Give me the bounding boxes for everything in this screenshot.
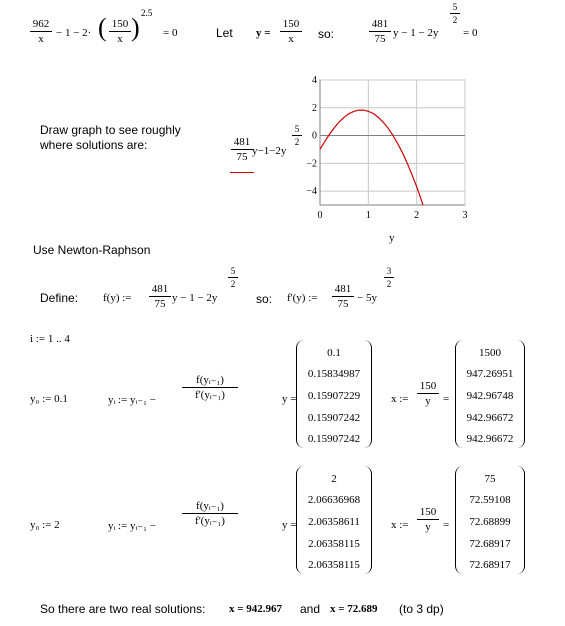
x-value: 942.96672 [466, 412, 514, 424]
f-lhs: f(y) := [103, 292, 132, 304]
section-heading: Use Newton-Raphson [33, 243, 151, 257]
y-value: 2.06636968 [307, 494, 361, 506]
minus-terms: − 1 − 2· [56, 27, 92, 39]
graph-prompt-line2: where solutions are: [40, 138, 148, 152]
denominator: 75 [236, 151, 248, 163]
denominator: f'(yᵢ₋₁) [195, 515, 225, 527]
x-lhs-2: x := [391, 519, 409, 531]
denominator: f'(yᵢ₋₁) [195, 389, 225, 401]
x-lhs-1: x := [391, 393, 409, 405]
y-tick-label: 2 [312, 102, 317, 114]
open-paren: ( [98, 13, 107, 42]
frac-481-over-75 [369, 18, 391, 45]
numerator: 481 [233, 136, 251, 148]
y-tick-label: 4 [312, 76, 317, 86]
fprime-lhs: f'(y) := [287, 292, 318, 304]
y-value: 2.06358115 [308, 538, 360, 550]
recurrence-lhs-1: yᵢ := yᵢ₋₁ − [108, 394, 156, 406]
denominator: x [117, 33, 123, 45]
denominator: 2 [386, 279, 392, 289]
solution-1: x = 942.967 [229, 603, 283, 615]
x-frac-2 [417, 506, 439, 533]
x-value: 942.96672 [466, 433, 514, 445]
x-value: 72.59108 [469, 494, 511, 506]
y-value: 0.1 [327, 347, 341, 359]
x-value: 72.68899 [469, 516, 511, 528]
x-value: 72.68917 [469, 559, 511, 571]
precision-note: (to 3 dp) [399, 602, 444, 616]
denominator: 2 [294, 137, 300, 147]
x-vector-1 [455, 340, 525, 448]
numerator: 481 [334, 283, 352, 295]
frac-962-over-x [30, 18, 52, 45]
numerator: 5 [294, 124, 300, 134]
y-value: 2.06358611 [308, 516, 360, 528]
let-label: Let [216, 26, 233, 40]
y-value: 2.06358115 [308, 559, 360, 571]
x-tick-label: 0 [317, 210, 323, 221]
numerator: f(yᵢ₋₁) [196, 500, 224, 512]
x-value: 75 [484, 473, 496, 485]
x-value: 947.26951 [466, 368, 514, 380]
numerator: 3 [386, 266, 392, 276]
y-value: 0.15834987 [307, 368, 361, 380]
ylabel-terms: y−1−2y [252, 145, 287, 157]
function-plot [300, 76, 480, 236]
denominator: 2 [452, 15, 458, 25]
y-value: 0.15907242 [307, 433, 361, 445]
y-vector-1 [296, 340, 372, 448]
numerator: 5 [452, 2, 458, 12]
numerator: 150 [419, 380, 437, 392]
y-tick-label: −4 [306, 186, 317, 198]
solution-2: x = 72.689 [330, 603, 378, 615]
f-terms: y − 1 − 2y [172, 292, 218, 304]
denominator: 75 [337, 298, 349, 310]
y-value: 0.15907242 [307, 412, 361, 424]
initial-guess-2: y₀ := 2 [30, 519, 60, 531]
close-paren: ) [131, 13, 140, 42]
y-equals-1: y = [282, 393, 297, 405]
recurrence-frac-1 [182, 374, 238, 401]
numerator: 5 [230, 266, 236, 276]
conclusion-text: So there are two real solutions: [40, 602, 206, 616]
y-tick-label: 0 [312, 130, 317, 142]
numerator: f(yᵢ₋₁) [196, 374, 224, 386]
numerator: 962 [32, 18, 50, 30]
y-equals-2: y = [282, 519, 297, 531]
y-equals: y = [256, 27, 271, 39]
fprime-frac [332, 283, 354, 310]
exponent: 2.5 [141, 8, 153, 18]
fprime-exponent [384, 266, 394, 289]
initial-guess-1: y₀ := 0.1 [30, 393, 68, 405]
denominator: 2 [230, 279, 236, 289]
x-value: 1500 [479, 347, 501, 359]
index-range: i := 1 .. 4 [30, 333, 70, 345]
y-tick-label: −2 [306, 158, 317, 170]
equals-zero: = 0 [163, 27, 178, 39]
exponent-5-over-2 [450, 2, 460, 25]
define-label: Define: [40, 291, 79, 305]
ylabel-frac-481-over-75 [231, 136, 253, 163]
x-equals-2: = [443, 519, 450, 531]
numerator: 150 [111, 18, 129, 30]
numerator: 150 [419, 506, 437, 518]
and-text: and [300, 602, 321, 616]
numerator: 150 [282, 18, 300, 30]
y-value: 2 [331, 473, 337, 485]
f-frac [149, 283, 171, 310]
denominator: y [425, 521, 431, 533]
x-axis-label: y [389, 232, 395, 244]
x-value: 72.68917 [469, 538, 511, 550]
numerator: 481 [151, 283, 169, 295]
x-tick-label: 1 [365, 210, 371, 221]
series-legend-line [230, 172, 254, 173]
eq2-terms: y − 1 − 2y [393, 27, 439, 39]
x-tick-label: 3 [462, 210, 468, 221]
denominator: 75 [154, 298, 166, 310]
recurrence-frac-2 [182, 500, 238, 527]
so-label: so: [318, 27, 335, 41]
denominator: x [38, 33, 44, 45]
plot-frame [320, 80, 465, 205]
equals-zero-2: = 0 [463, 27, 478, 39]
graph-prompt-line1: Draw graph to see roughly [40, 123, 181, 137]
y-value: 0.15907229 [307, 390, 361, 402]
denominator: x [288, 33, 294, 45]
recurrence-lhs-2: yᵢ := yᵢ₋₁ − [108, 520, 156, 532]
x-equals-1: = [443, 393, 450, 405]
fprime-terms: − 5y [357, 292, 377, 304]
denominator: 75 [374, 33, 386, 45]
y-vector-2 [296, 466, 372, 574]
x-tick-label: 2 [414, 210, 420, 221]
frac-150-over-x-def [280, 18, 302, 45]
denominator: y [425, 395, 431, 407]
so-label-2: so: [256, 292, 273, 306]
x-value: 942.96748 [466, 390, 514, 402]
frac-150-over-x [109, 18, 131, 45]
x-frac-1 [417, 380, 439, 407]
f-exponent [228, 266, 238, 289]
numerator: 481 [371, 18, 389, 30]
x-vector-2 [455, 466, 525, 574]
